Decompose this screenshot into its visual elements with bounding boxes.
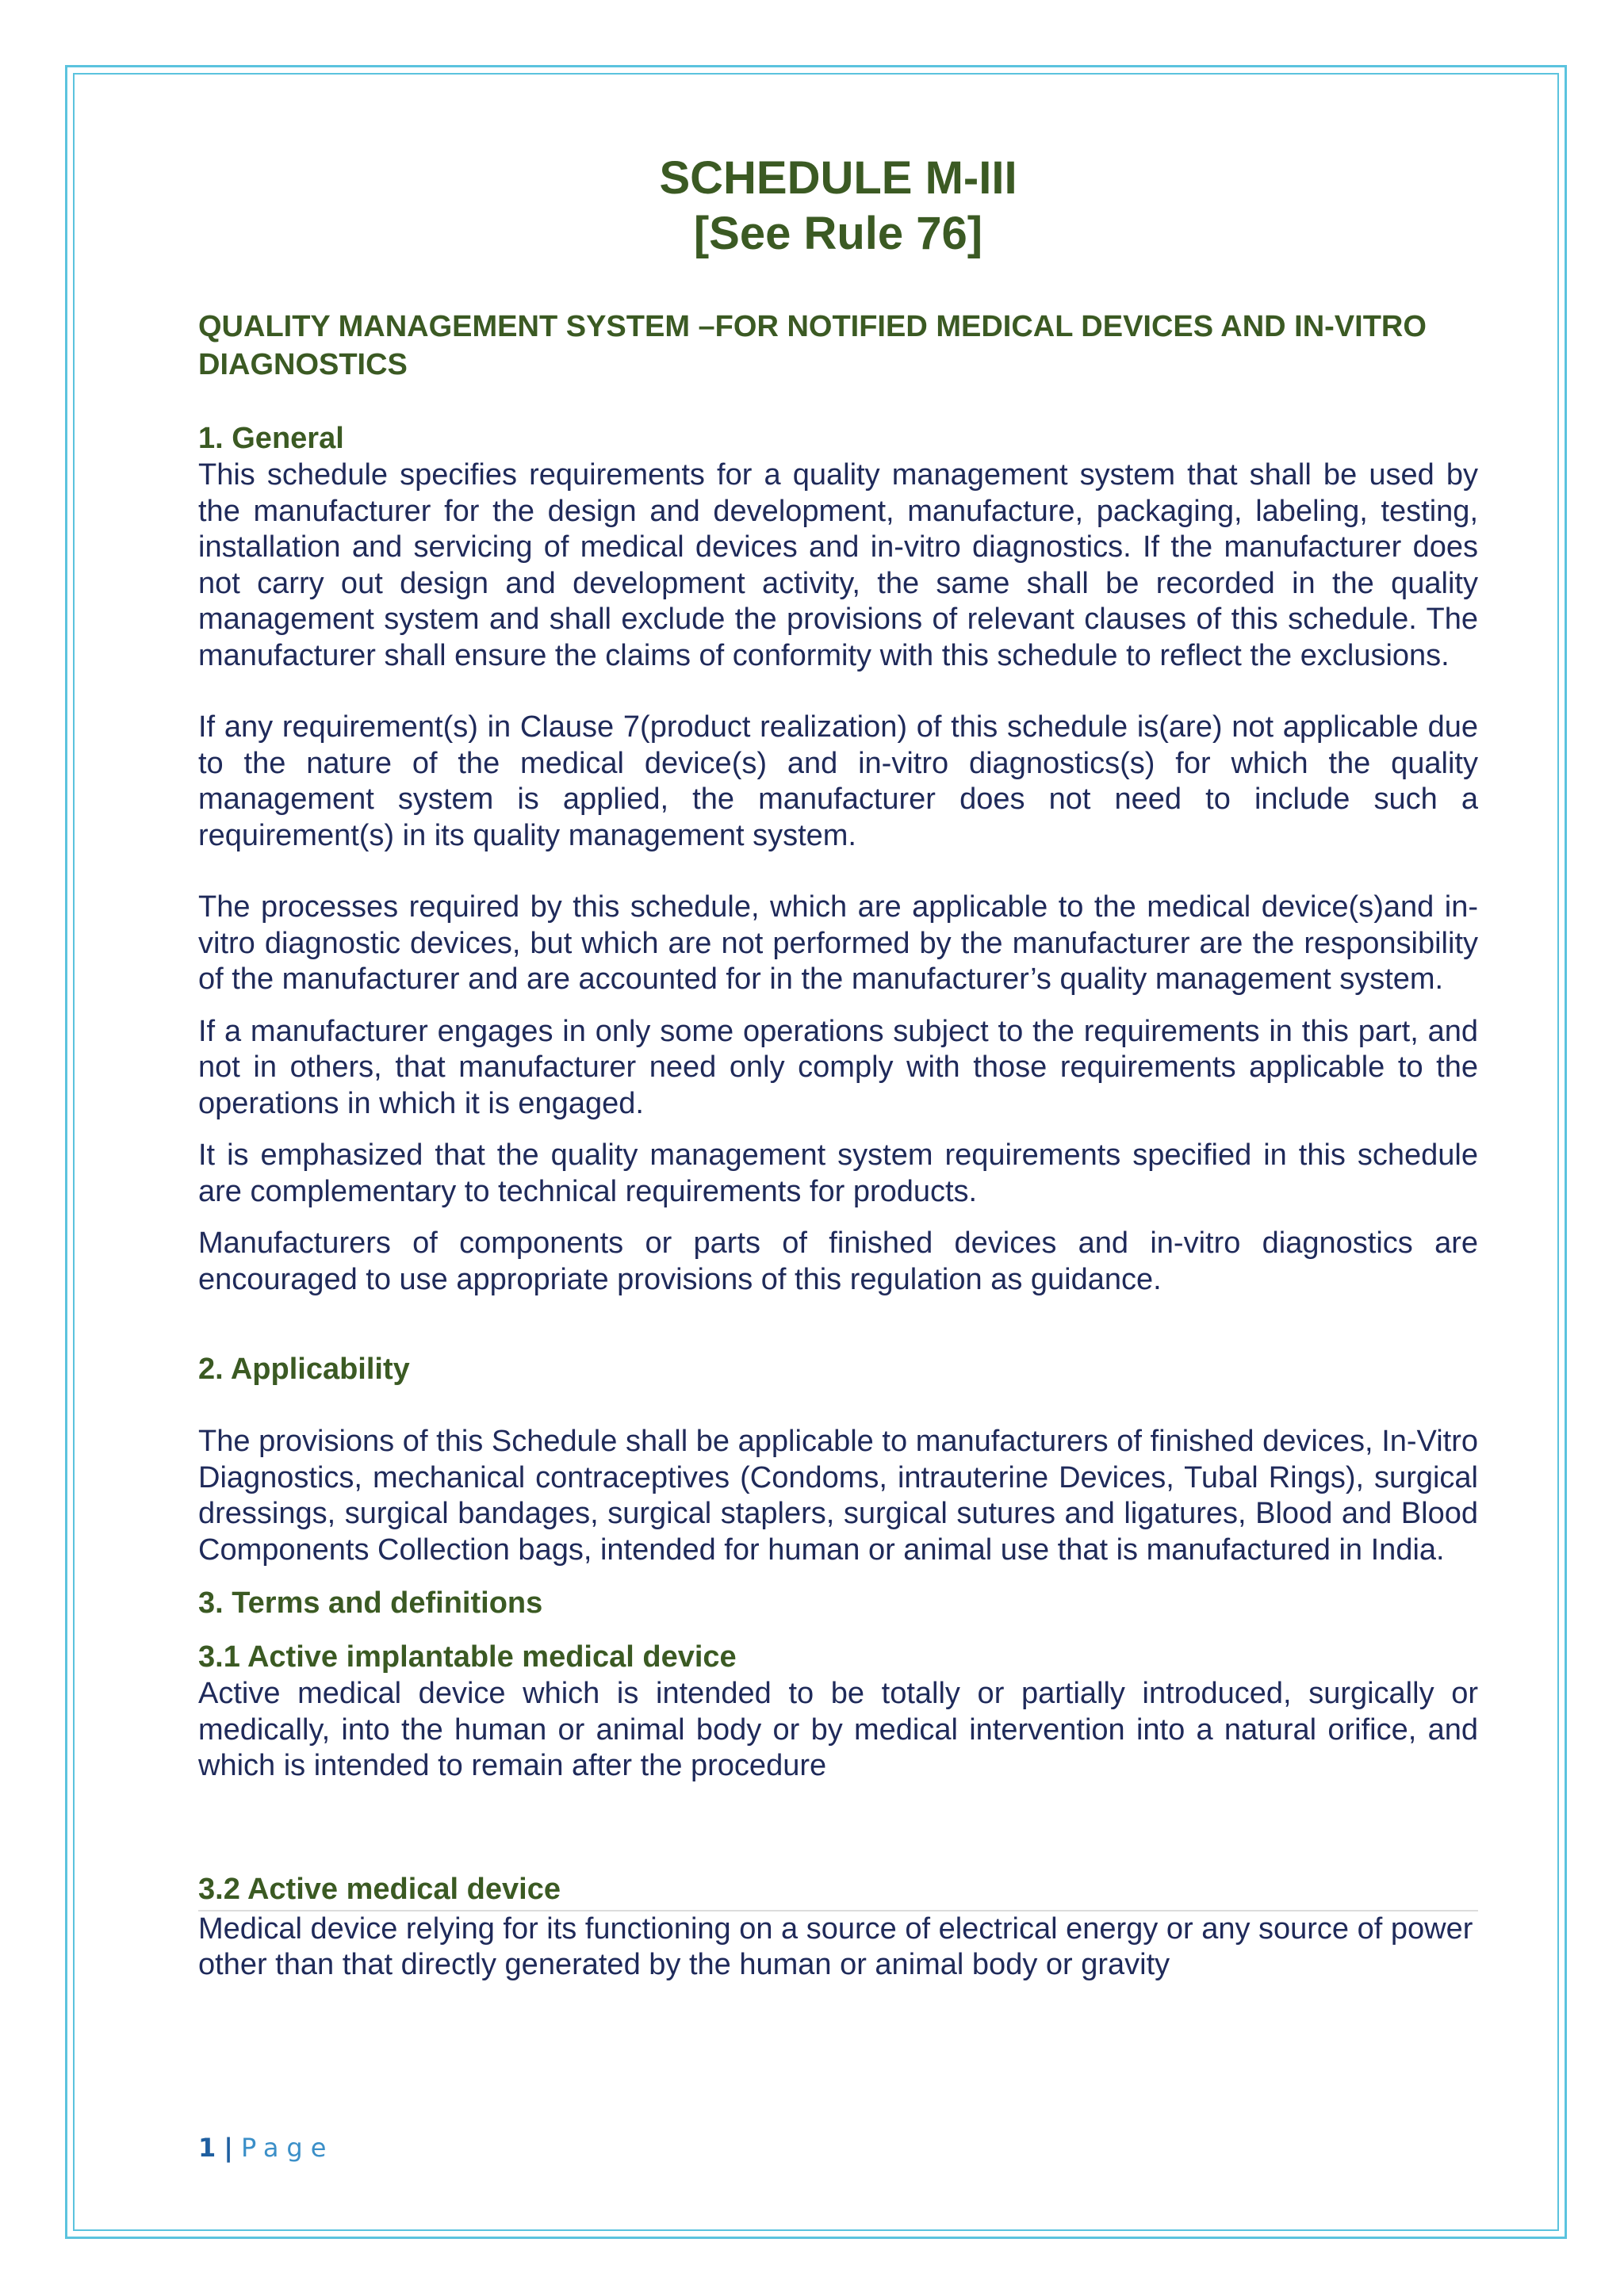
document-body: [198, 151, 1478, 1984]
page-number: 1: [198, 2133, 216, 2163]
section-heading-general: 1. General: [198, 422, 344, 455]
general-paragraph-6: Manufacturers of components or parts of finished devices and in-vitro diagnostics are encouraged to use appropriate provisions of this regulation as guidance.: [198, 1226, 1478, 1296]
schedule-title-line1: SCHEDULE M-III: [659, 152, 1017, 204]
applicability-paragraph: The provisions of this Schedule shall be applicable to manufacturers of finished devices, In-Vitro Diagnostics, mechanical contraceptives (Condoms, intrauterine Devices, Tubal Rings), surgical dressings, surgical bandages, surgical staplers, surgical sutures and ligatures, Blood and Blood Components Collection bags, intended for human or animal use that is manufactured in India.: [198, 1425, 1478, 1567]
section-heading-applicability: 2. Applicability: [198, 1353, 410, 1386]
general-paragraph-4: If a manufacturer engages in only some operations subject to the requirements in this part, and not in others, that manufacturer need only comply with those requirements applicable to the operations in which it is engaged.: [198, 1014, 1478, 1120]
subsection-heading-3-2: 3.2 Active medical device: [198, 1872, 561, 1906]
definition-active-medical-device: Medical device relying for its functioning on a source of electrical energy or any source of power other than that directly generated by the human or animal body or gravity: [198, 1911, 1473, 1981]
document-heading: QUALITY MANAGEMENT SYSTEM –FOR NOTIFIED MEDICAL DEVICES AND IN-VITRO DIAGNOSTICS: [198, 310, 1427, 381]
general-paragraph-5: It is emphasized that the quality management system requirements specified in this schedule are complementary to technical requirements for products.: [198, 1138, 1478, 1208]
section-heading-terms: 3. Terms and definitions: [198, 1586, 543, 1620]
general-paragraph-2: If any requirement(s) in Clause 7(product realization) of this schedule is(are) not applicable due to the nature of the medical device(s) and in-vitro diagnostics(s) for which the quality management system is applied, the manufacturer does not need to include such a requirement(s) in its quality management system.: [198, 710, 1478, 852]
footer-separator: |: [224, 2133, 233, 2163]
page-label: Page: [240, 2133, 335, 2163]
definition-active-implantable: Active medical device which is intended to be totally or partially introduced, surgically or medically, into the human or animal body or by medical intervention into a natural orifice, and which is intended to remain after the procedure: [198, 1677, 1478, 1782]
schedule-title: [198, 151, 1478, 262]
general-paragraph-3: The processes required by this schedule, which are applicable to the medical device(s)and in-vitro diagnostic devices, but which are not performed by the manufacturer are the responsibility of the manufacturer and are accounted for in the manufacturer’s quality management system.: [198, 890, 1478, 996]
general-paragraph-1: This schedule specifies requirements for a quality management system that shall be used by the manufacturer for the design and development, manufacture, packaging, labeling, testing, installation and servicing of medical devices and in-vitro diagnostics. If the manufacturer does not carry out design and development activity, the same shall be recorded in the quality management system and shall exclude the provisions of relevant clauses of this schedule. The manufacturer shall ensure the claims of conformity with this schedule to reflect the exclusions.: [198, 458, 1478, 672]
schedule-title-line2: [See Rule 76]: [693, 208, 983, 259]
subsection-heading-3-1: 3.1 Active implantable medical device: [198, 1640, 737, 1674]
page-footer: [198, 2133, 334, 2163]
